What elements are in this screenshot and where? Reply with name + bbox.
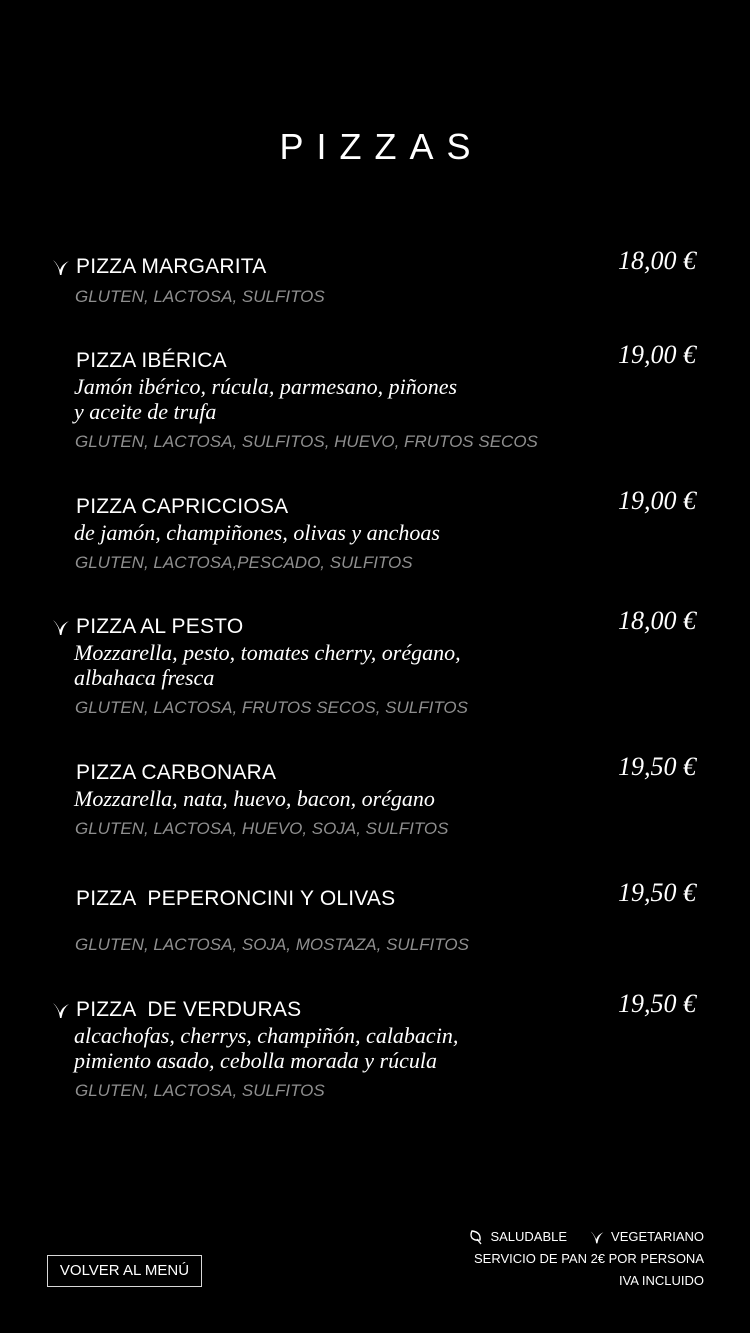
item-description: alcachofas, cherrys, champiñón, calabacin, pimiento asado, cebolla morada y rúcula — [74, 1023, 459, 1073]
item-name: PIZZA MARGARITA — [76, 255, 267, 278]
leaf-outline-icon — [468, 1229, 484, 1245]
item-price: 19,50 € — [618, 989, 696, 1018]
page-title: PIZZAS — [279, 126, 484, 168]
item-description: de jamón, champiñones, olivas y anchoas — [74, 520, 440, 545]
item-description: Jamón ibérico, rúcula, parmesano, piñones y aceite de trufa — [74, 374, 458, 424]
item-price: 19,50 € — [618, 752, 696, 781]
item-name: PIZZA AL PESTO — [76, 615, 244, 638]
item-allergens: GLUTEN, LACTOSA, SOJA, MOSTAZA, SULFITOS — [75, 935, 469, 954]
item-name: PIZZA CAPRICCIOSA — [76, 495, 289, 518]
back-to-menu-button[interactable]: VOLVER AL MENÚ — [47, 1255, 202, 1287]
item-name: PIZZA PEPERONCINI Y OLIVAS — [76, 887, 396, 910]
item-allergens: GLUTEN, LACTOSA,PESCADO, SULFITOS — [75, 553, 413, 572]
item-name: PIZZA IBÉRICA — [76, 349, 227, 372]
item-name: PIZZA DE VERDURAS — [76, 998, 302, 1021]
legend-icons-row — [468, 1226, 704, 1248]
legend — [468, 1226, 704, 1292]
tax-note: IVA INCLUIDO — [618, 1273, 704, 1288]
item-description: Mozzarella, nata, huevo, bacon, orégano — [74, 786, 435, 811]
item-price: 18,00 € — [618, 246, 696, 275]
vegetarian-icon — [51, 258, 71, 276]
item-price: 19,50 € — [618, 878, 696, 907]
item-description: Mozzarella, pesto, tomates cherry, orégano, albahaca fresca — [74, 640, 461, 690]
item-allergens: GLUTEN, LACTOSA, HUEVO, SOJA, SULFITOS — [75, 819, 449, 838]
item-allergens: GLUTEN, LACTOSA, FRUTOS SECOS, SULFITOS — [75, 698, 468, 717]
item-price: 18,00 € — [618, 606, 696, 635]
legend-vegetarian — [589, 1226, 704, 1248]
item-allergens: GLUTEN, LACTOSA, SULFITOS — [75, 287, 325, 306]
item-allergens: GLUTEN, LACTOSA, SULFITOS, HUEVO, FRUTOS SECOS — [75, 432, 538, 451]
legend-healthy-label: SALUDABLE — [490, 1229, 568, 1244]
item-price: 19,00 € — [618, 486, 696, 515]
vegetarian-icon — [51, 1001, 71, 1019]
sprout-icon — [589, 1229, 605, 1245]
bread-service-note: SERVICIO DE PAN 2€ POR PERSONA — [474, 1251, 704, 1266]
item-allergens: GLUTEN, LACTOSA, SULFITOS — [75, 1081, 325, 1100]
legend-healthy — [468, 1226, 567, 1248]
vegetarian-icon — [51, 618, 71, 636]
item-name: PIZZA CARBONARA — [76, 761, 277, 784]
item-price: 19,00 € — [618, 340, 696, 369]
legend-vegetarian-label: VEGETARIANO — [611, 1229, 704, 1244]
